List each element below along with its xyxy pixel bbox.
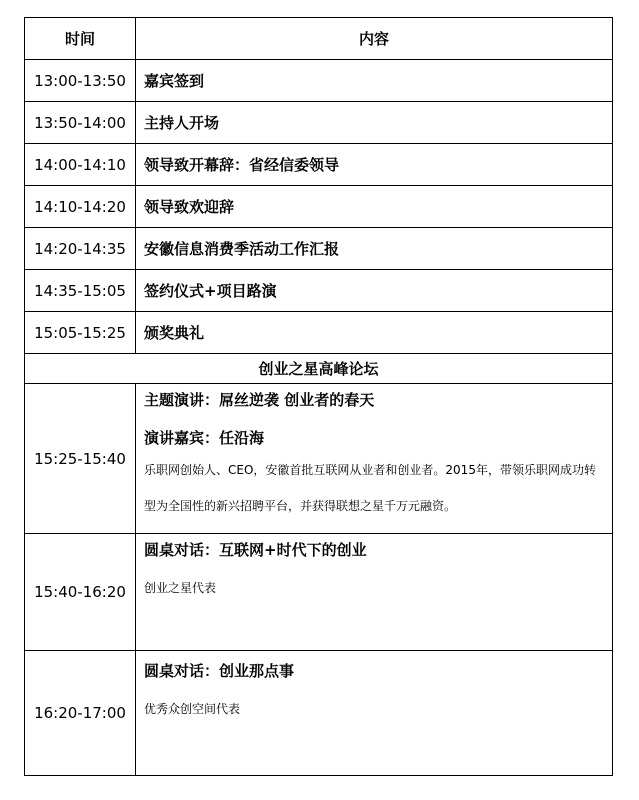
header-time: 时间 [25, 18, 136, 60]
table-row [25, 312, 613, 354]
keynote-row [25, 384, 613, 534]
row-time: 14:10-14:20 [25, 186, 136, 228]
table-row [25, 270, 613, 312]
section-title: 创业之星高峰论坛 [25, 354, 613, 384]
keynote-description: 乐职网创始人、CEO，安徽首批互联网从业者和创业者。2015年，带领乐职网成功转型为全国性的新兴招聘平台，并获得联想之星千万元融资。 [144, 463, 596, 513]
row-content: 安徽信息消费季活动工作汇报 [136, 228, 613, 270]
keynote-speaker: 演讲嘉宾：任沿海 [144, 429, 265, 447]
table-row [25, 186, 613, 228]
keynote-time: 15:25-15:40 [25, 384, 136, 534]
row-content: 颁奖典礼 [136, 312, 613, 354]
keynote-title: 主题演讲：屌丝逆袭 创业者的春天 [144, 391, 375, 409]
roundtable-time: 16:20-17:00 [25, 651, 136, 776]
row-content: 领导致欢迎辞 [136, 186, 613, 228]
roundtable-participants: 创业之星代表 [144, 581, 217, 595]
roundtable-content [136, 534, 613, 651]
schedule-table [24, 17, 613, 776]
row-content: 嘉宾签到 [136, 60, 613, 102]
table-row [25, 102, 613, 144]
roundtable-participants: 优秀众创空间代表 [144, 702, 241, 716]
table-row [25, 228, 613, 270]
row-time: 13:50-14:00 [25, 102, 136, 144]
header-content: 内容 [136, 18, 613, 60]
roundtable-row [25, 534, 613, 651]
keynote-content [136, 384, 613, 534]
row-time: 14:20-14:35 [25, 228, 136, 270]
row-time: 15:05-15:25 [25, 312, 136, 354]
roundtable-title: 圆桌对话：创业那点事 [144, 662, 295, 680]
row-content: 签约仪式+项目路演 [136, 270, 613, 312]
roundtable-title: 圆桌对话：互联网+时代下的创业 [144, 541, 367, 559]
row-time: 13:00-13:50 [25, 60, 136, 102]
table-row [25, 144, 613, 186]
row-time: 14:00-14:10 [25, 144, 136, 186]
roundtable-content [136, 651, 613, 776]
roundtable-time: 15:40-16:20 [25, 534, 136, 651]
roundtable-row [25, 651, 613, 776]
table-header-row [25, 18, 613, 60]
section-row [25, 354, 613, 384]
row-content: 领导致开幕辞：省经信委领导 [136, 144, 613, 186]
row-content: 主持人开场 [136, 102, 613, 144]
row-time: 14:35-15:05 [25, 270, 136, 312]
table-row [25, 60, 613, 102]
